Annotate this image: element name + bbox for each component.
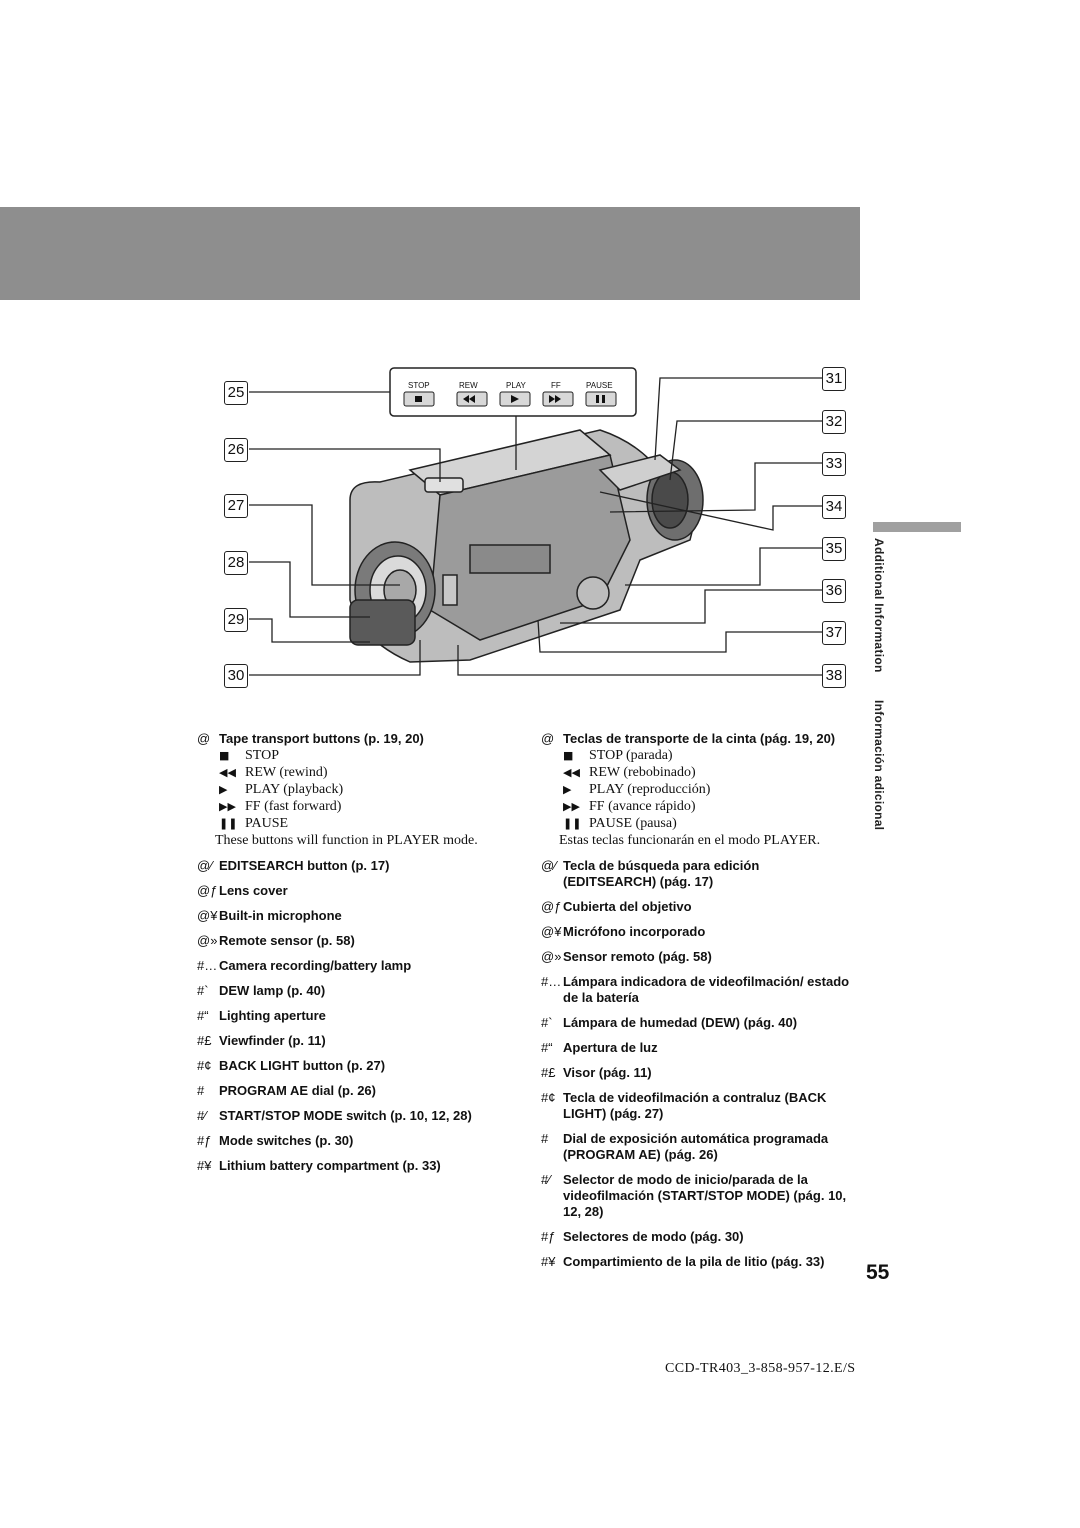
item-text: PROGRAM AE dial (p. 26)	[219, 1083, 376, 1098]
rew-entry	[219, 764, 517, 781]
item-marker: #“	[197, 1008, 209, 1023]
item-text: EDITSEARCH button (p. 17)	[219, 858, 390, 873]
item-marker: @»	[541, 949, 562, 964]
callout-38: 38	[822, 664, 846, 688]
callout-37: 37	[822, 621, 846, 645]
item-marker: #¢	[197, 1058, 212, 1073]
callout-27: 27	[224, 494, 248, 518]
item-marker: @	[541, 731, 555, 746]
list-item	[197, 1133, 517, 1149]
entry-text: PLAY (reproducción)	[589, 782, 711, 797]
item-text: Lámpara indicadora de videofilmación/ estado de la batería	[563, 974, 850, 1005]
stop-icon: ■	[219, 749, 230, 762]
tape-transport-item	[541, 731, 856, 849]
item-marker: #ƒ	[197, 1133, 212, 1148]
item-text: Selector de modo de inicio/parada de la videofilmación (START/STOP MODE) (pág. 10, 12, 28)	[563, 1172, 847, 1219]
list-item	[197, 1158, 517, 1174]
item-text: Sensor remoto (pág. 58)	[563, 949, 712, 964]
rewind-icon: ◀◀	[219, 766, 236, 779]
item-text: Remote sensor (p. 58)	[219, 933, 355, 948]
item-marker: @	[197, 731, 211, 746]
side-label-spanish: Información adicional	[872, 700, 886, 831]
entry-text: STOP	[245, 748, 279, 763]
tape-transport-item	[197, 731, 517, 849]
item-marker: @⁄	[541, 858, 557, 873]
callout-26: 26	[224, 438, 248, 462]
ff-entry	[563, 798, 856, 815]
list-item	[197, 883, 517, 899]
item-text: START/STOP MODE switch (p. 10, 12, 28)	[219, 1108, 472, 1123]
entry-text: STOP (parada)	[589, 748, 673, 763]
item-text: Apertura de luz	[563, 1040, 658, 1055]
list-item	[541, 1131, 856, 1163]
entry-text: PLAY (playback)	[245, 782, 344, 797]
ff-entry	[219, 798, 517, 815]
entry-text: FF (fast forward)	[245, 799, 342, 814]
item-marker: #£	[197, 1033, 212, 1048]
item-marker: #¢	[541, 1090, 556, 1105]
list-item	[541, 949, 856, 965]
list-item	[541, 1015, 856, 1031]
page-number: 55	[866, 1261, 890, 1284]
fast-forward-icon: ▶▶	[219, 800, 236, 813]
item-marker: #⁄	[197, 1108, 207, 1123]
list-item	[541, 1065, 856, 1081]
entry-text: PAUSE	[245, 816, 289, 831]
list-item	[541, 924, 856, 940]
callout-25: 25	[224, 381, 248, 405]
stop-entry	[563, 747, 856, 764]
item-text: BACK LIGHT button (p. 27)	[219, 1058, 386, 1073]
list-item	[197, 908, 517, 924]
item-text: Built-in microphone	[219, 908, 342, 923]
list-item	[197, 983, 517, 999]
item-text: Camera recording/battery lamp	[219, 958, 412, 973]
pause-entry	[563, 815, 856, 832]
item-title: Tape transport buttons (p. 19, 20)	[219, 731, 424, 746]
english-column	[197, 731, 517, 1183]
panel-label-pause: PAUSE	[586, 381, 613, 390]
item-text: Micrófono incorporado	[563, 924, 706, 939]
item-marker: #¥	[197, 1158, 212, 1173]
rewind-icon: ◀◀	[563, 766, 580, 779]
list-item	[541, 1040, 856, 1056]
item-text: Dial de exposición automática programada (PROGRAM AE) (pág. 26)	[563, 1131, 829, 1162]
item-text: Lens cover	[219, 883, 288, 898]
callout-29: 29	[224, 608, 248, 632]
list-item	[541, 1172, 856, 1220]
item-marker: @¥	[197, 908, 218, 923]
entry-text: FF (avance rápido)	[589, 799, 696, 814]
tape-button-panel	[390, 368, 636, 416]
play-entry	[219, 781, 517, 798]
play-icon: ▶	[563, 783, 572, 796]
callout-34: 34	[822, 495, 846, 519]
list-item	[197, 858, 517, 874]
player-mode-note: Estas teclas funcionarán en el modo PLAYER.	[559, 833, 821, 848]
pause-icon: ❚❚	[219, 817, 238, 830]
item-marker: @ƒ	[541, 899, 562, 914]
list-item	[197, 933, 517, 949]
item-text: Selectores de modo (pág. 30)	[563, 1229, 744, 1244]
item-text: Compartimiento de la pila de litio (pág. 33)	[563, 1254, 825, 1269]
list-item	[541, 1229, 856, 1245]
item-marker: #`	[541, 1015, 553, 1030]
item-marker: #⁄	[541, 1172, 551, 1187]
item-marker: #…	[541, 974, 562, 989]
item-text: Tecla de búsqueda para edición (EDITSEARCH) (pág. 17)	[563, 858, 760, 889]
item-title: Teclas de transporte de la cinta (pág. 19, 20)	[563, 731, 836, 746]
entry-text: PAUSE (pausa)	[589, 816, 677, 831]
camcorder-illustration	[0, 0, 1080, 720]
panel-label-rew: REW	[459, 381, 478, 390]
item-text: Tecla de videofilmación a contraluz (BACK LIGHT) (pág. 27)	[563, 1090, 827, 1121]
list-item	[541, 974, 856, 1006]
item-marker: #“	[541, 1040, 553, 1055]
item-marker: @ƒ	[197, 883, 218, 898]
list-item	[197, 1083, 517, 1099]
item-marker: @»	[197, 933, 218, 948]
stop-entry	[219, 747, 517, 764]
play-entry	[563, 781, 856, 798]
list-item	[197, 1108, 517, 1124]
rew-entry	[563, 764, 856, 781]
list-item	[197, 958, 517, 974]
stop-icon: ■	[563, 749, 574, 762]
spanish-column	[541, 731, 856, 1279]
list-item	[541, 1254, 856, 1270]
item-marker: @⁄	[197, 858, 213, 873]
item-text: Lithium battery compartment (p. 33)	[219, 1158, 441, 1173]
fast-forward-icon: ▶▶	[563, 800, 580, 813]
player-mode-note: These buttons will function in PLAYER mode.	[215, 833, 478, 848]
entry-text: REW (rebobinado)	[589, 765, 696, 780]
item-text: DEW lamp (p. 40)	[219, 983, 326, 998]
item-marker: #…	[197, 958, 218, 973]
item-text: Cubierta del objetivo	[563, 899, 692, 914]
list-item	[197, 1058, 517, 1074]
list-item	[197, 1008, 517, 1024]
callout-35: 35	[822, 537, 846, 561]
footer-code: CCD-TR403_3-858-957-12.E/S	[665, 1361, 856, 1376]
item-marker: #`	[197, 983, 209, 998]
list-item	[541, 899, 856, 915]
panel-label-ff: FF	[551, 381, 561, 390]
callout-28: 28	[224, 551, 248, 575]
callout-30: 30	[224, 664, 248, 688]
entry-text: REW (rewind)	[245, 765, 328, 780]
item-text: Lighting aperture	[219, 1008, 326, 1023]
list-item	[541, 858, 856, 890]
panel-label-play: PLAY	[506, 381, 526, 390]
callout-31: 31	[822, 367, 846, 391]
item-text: Lámpara de humedad (DEW) (pág. 40)	[563, 1015, 798, 1030]
item-marker: #ƒ	[541, 1229, 556, 1244]
item-marker: @¥	[541, 924, 562, 939]
item-marker: #	[197, 1083, 205, 1098]
pause-entry	[219, 815, 517, 832]
callout-33: 33	[822, 452, 846, 476]
item-marker: #£	[541, 1065, 556, 1080]
item-text: Viewfinder (p. 11)	[219, 1033, 326, 1048]
panel-label-stop: STOP	[408, 381, 430, 390]
list-item	[541, 1090, 856, 1122]
item-text: Visor (pág. 11)	[563, 1065, 652, 1080]
callout-32: 32	[822, 410, 846, 434]
callout-36: 36	[822, 579, 846, 603]
item-marker: #	[541, 1131, 549, 1146]
pause-icon: ❚❚	[563, 817, 582, 830]
play-icon: ▶	[219, 783, 228, 796]
camcorder-body	[350, 430, 703, 662]
item-marker: #¥	[541, 1254, 556, 1269]
item-text: Mode switches (p. 30)	[219, 1133, 354, 1148]
list-item	[197, 1033, 517, 1049]
side-label-english: Additional Information	[872, 538, 886, 673]
